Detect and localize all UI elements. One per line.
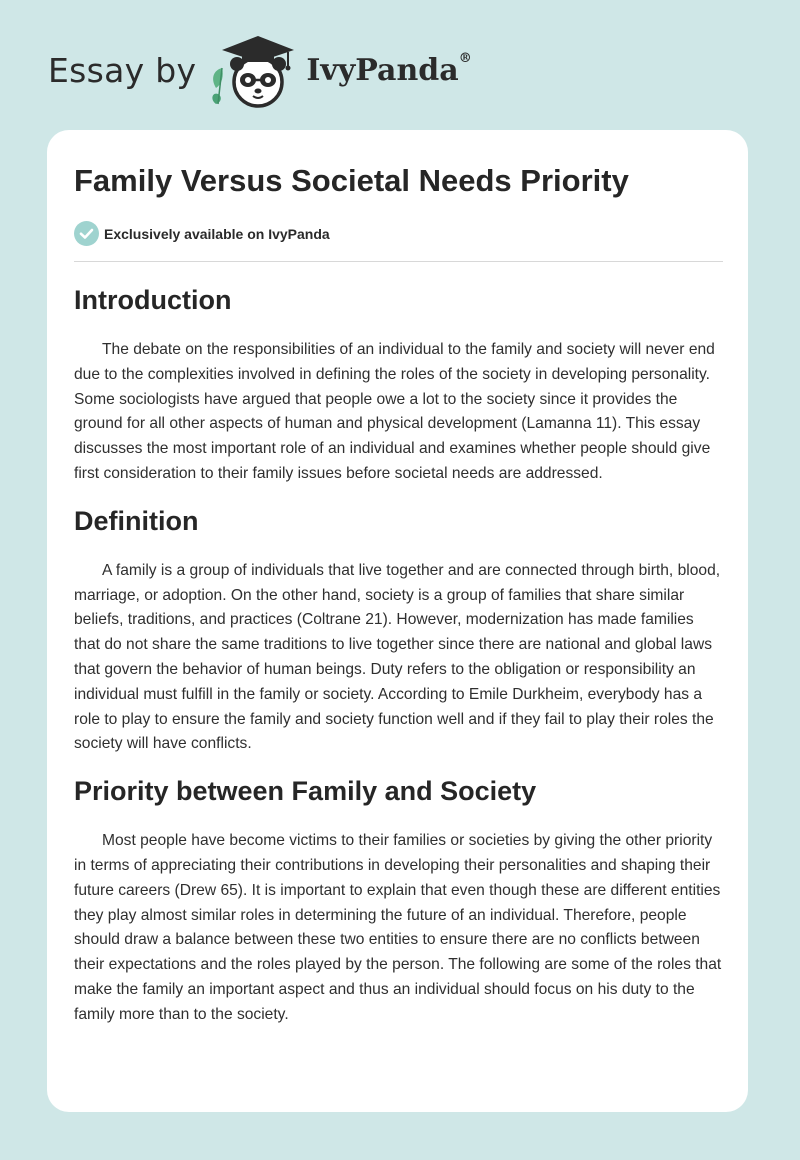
brand-name[interactable]: IvyPanda® xyxy=(306,50,472,88)
section-paragraph: The debate on the responsibilities of an individual to the family and society will never end due to the complexities involved in defining the roles of the society in developing personality. Some sociologists have argued that people owe a lot to the society since it provides the ground for all other aspects of human and physical development (Lamanna 11). This essay discusses the most important role of an individual and examines whether people should give first consideration to their family issues before societal needs are addressed. xyxy=(74,341,715,482)
panda-graduate-icon[interactable] xyxy=(208,30,304,110)
section-priority xyxy=(74,774,723,1027)
page-title: Family Versus Societal Needs Priority xyxy=(74,163,629,198)
brand-prefix: Essay by xyxy=(48,50,197,90)
section-heading: Priority between Family and Society xyxy=(74,776,537,807)
section-paragraph: Most people have become victims to their families or societies by giving the other priority in terms of appreciating their contributions in developing their personalities and shaping their future careers (Drew 65). It is important to explain that even though these are different entities they play almost similar roles in determining the future of an individual. Therefore, people should draw a balance between these two entities to ensure there are no conflicts between their expectations and the roles played by the person. The following are some of the roles that make the family an important aspect and thus an individual should focus on his duty to the family more than to the society. xyxy=(74,832,722,1023)
exclusive-badge xyxy=(74,221,330,246)
section-heading: Introduction xyxy=(74,285,232,315)
title-divider xyxy=(74,261,723,262)
essay-body xyxy=(74,283,723,1045)
section-heading: Definition xyxy=(74,505,199,536)
section-introduction xyxy=(74,283,723,487)
exclusive-badge-label: Exclusively available on IvyPanda xyxy=(104,225,330,242)
section-paragraph: A family is a group of individuals that live together and are connected through birth, blood, marriage, or adoption. On the other hand, society is a group of families that share similar beliefs, traditions, and practices (Coltrane 21). However, modernization has made families that do not share the same traditions to live together since there are national and global laws that govern the behavior of human beings. Duty refers to the obligation or responsibility an individual must fulfill in the family or society. According to Emile Durkheim, everybody has a role to play to ensure the family and society function well and if they fail to play their roles the society will have conflicts. xyxy=(74,561,721,753)
registered-mark: ® xyxy=(458,50,472,66)
site-header xyxy=(48,30,472,110)
section-definition xyxy=(74,504,723,757)
check-circle-icon xyxy=(74,221,99,246)
essay-card xyxy=(47,130,748,1112)
